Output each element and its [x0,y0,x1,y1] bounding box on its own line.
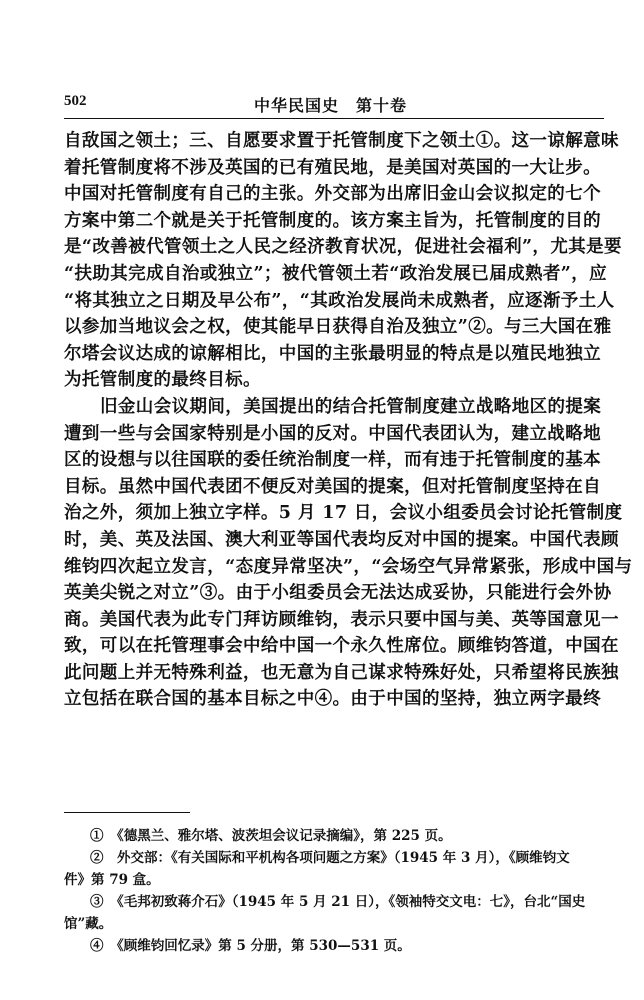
body-line: 立包括在联合国的基本目标之中④。由于中国的坚持，独立两字最终 [64,689,601,710]
body-line: “将其独立之日期及早公布”，“其政治发展尚未成熟者，应逐渐予土人 [64,290,615,311]
footnote [64,891,604,935]
body-line: 着托管制度将不涉及英国的已有殖民地，是美国对英国的一大让步。 [64,157,601,178]
body-line: 中国对托管制度有自己的主张。外交部为出席旧金山会议拟定的七个 [64,184,601,205]
page-number: 502 [64,93,87,109]
footnote [64,935,604,957]
footnote-line: 件》第 79 盒。 [64,872,160,888]
footnote-line: ① 《德黑兰、雅尔塔、波茨坦会议记录摘编》，第 225 页。 [90,828,452,844]
body-text [64,128,633,713]
body-line: 遭到一些与会国家特别是小国的反对。中国代表团认为，建立战略地 [64,423,601,444]
body-line: 商。美国代表为此专门拜访顾维钧，表示只要中国与美、英等国意见一 [64,609,619,630]
body-line: 区的设想与以往国联的委任统治制度一样，而有违于托管制度的基本 [64,450,601,471]
body-line: 为托管制度的最终目标。 [64,370,261,391]
body-line: 尔塔会议达成的谅解相比，中国的主张最明显的特点是以殖民地独立 [64,343,601,364]
footnote-line: 馆”藏。 [64,916,113,932]
body-line: 是“改善被代管领土之人民之经济教育状况，促进社会福利”，尤其是要 [64,237,622,258]
body-line: 目标。虽然中国代表团不便反对美国的提案，但对托管制度坚持在自 [64,476,601,497]
footnote-line: ③ 《毛邦初致蒋介石》（1945 年 5 月 21 日），《领袖特交文电：七》，台北“国史 [90,894,586,910]
page-header [64,93,604,113]
footnote-rule [64,812,190,813]
footnote-line: ④ 《顾维钧回忆录》第 5 分册，第 530—531 页。 [90,938,411,954]
body-line: “扶助其完成自治或独立”；被代管领土若“政治发展已届成熟者”，应 [64,263,608,284]
footnote-line: ② 外交部：《有关国际和平机构各项问题之方案》（1945 年 3 月），《顾维钧文 [90,850,570,866]
running-title: 中华民国史 第十卷 [254,96,408,115]
body-line: 自敌国之领土；三、自愿要求置于托管制度下之领土①。这一谅解意味 [64,131,619,151]
header-rule [64,118,604,119]
body-line: 时，美、英及法国、澳大利亚等国代表均反对中国的提案。中国代表顾 [64,529,619,550]
body-line: 致，可以在托管理事会中给中国一个永久性席位。顾维钧答道，中国在 [64,636,619,657]
body-line: 以参加当地议会之权，使其能早日获得自治及独立”②。与三大国在雅 [64,317,612,338]
footnote [64,847,604,891]
footnote [64,825,604,847]
footnotes [64,825,604,957]
body-line: 维钧四次起立发言，“态度异常坚决”，“会场空气异常紧张，形成中国与 [64,556,633,577]
body-line: 旧金山会议期间，美国提出的结合托管制度建立战略地区的提案 [100,396,602,417]
body-line: 方案中第二个就是关于托管制度的。该方案主旨为，托管制度的目的 [64,210,601,231]
body-line: 治之外，须加上独立字样。5 月 17 日，会议小组委员会讨论托管制度 [64,503,623,524]
body-line: 此问题上并无特殊利益，也无意为自己谋求特殊好处，只希望将民族独 [64,662,619,683]
body-line: 英美尖锐之对立”③。由于小组委员会无法达成妥协，只能进行会外协 [64,583,612,604]
